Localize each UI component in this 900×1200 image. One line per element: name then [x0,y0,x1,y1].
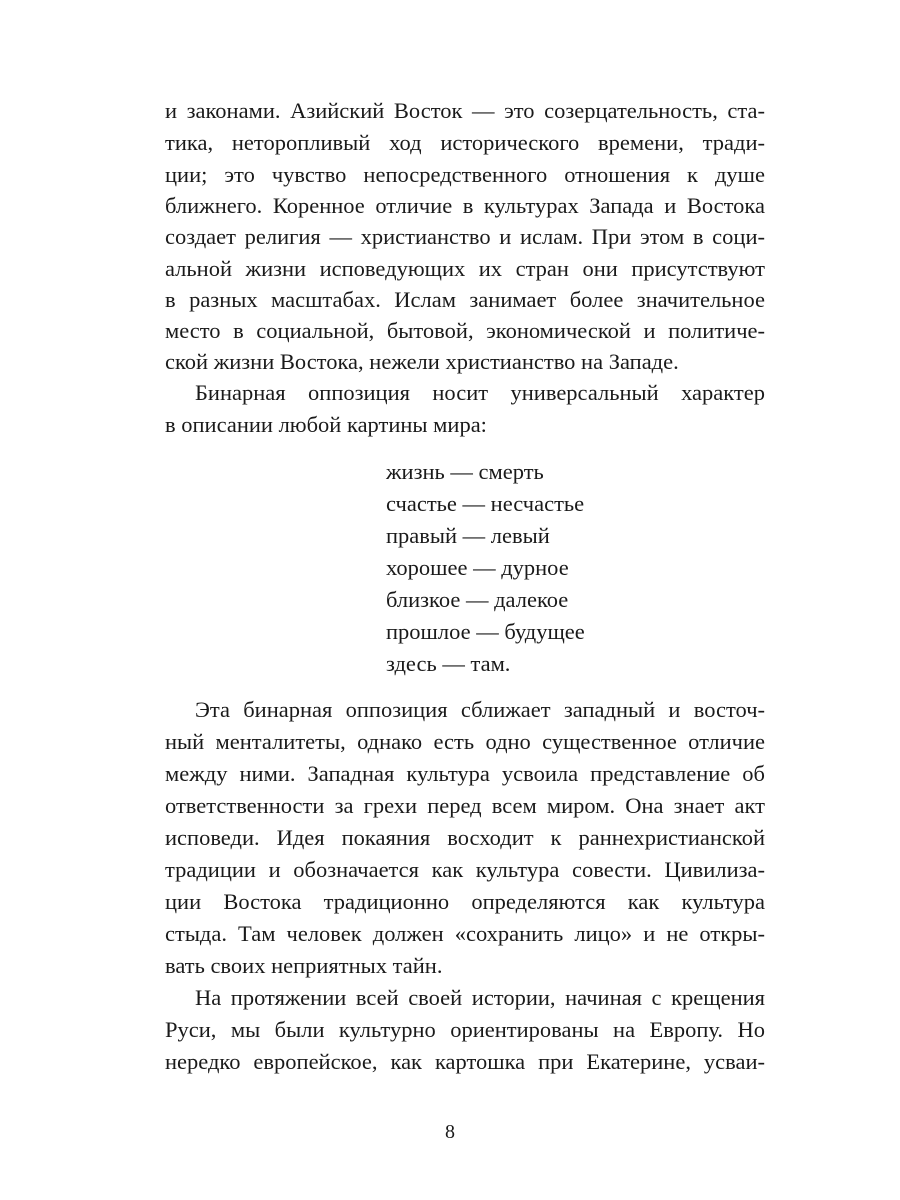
text-line: между ними. Западная культура усвоила представление об [165,761,765,786]
text-line: ответственности за грехи перед всем миром. Она знает акт [165,793,765,818]
page-number: 8 [445,1121,455,1143]
text-line: традиции и обозначается как культура совести. Цивилиза- [165,857,765,882]
list-item: близкое — далекое [386,587,569,612]
text-line: нередко европейское, как картошка при Екатерине, усваи- [165,1049,765,1074]
list-item: счастье — несчастье [386,491,585,516]
text-line: альной жизни исповедующих их стран они присутствуют [165,256,765,281]
text-line: ции; это чувство непосредственного отношения к душе [165,162,765,187]
text-line: На протяжении всей своей истории, начиная с крещения [195,985,765,1010]
text-line: и законами. Азийский Восток — это созерцательность, ста- [165,98,765,123]
text-line: создает религия — христианство и ислам. При этом в соци- [165,224,765,249]
text-line: Бинарная оппозиция носит универсальный характер [195,380,765,405]
list-item: хорошее — дурное [386,555,569,580]
text-line: исповеди. Идея покаяния восходит к раннехристианской [165,825,765,850]
text-line: Руси, мы были культурно ориентированы на Европу. Но [165,1017,765,1042]
text-line: Эта бинарная оппозиция сближает западный и восточ- [195,697,765,722]
text-line: вать своих неприятных тайн. [165,953,443,978]
text-line: ской жизни Востока, нежели христианство на Западе. [165,349,679,374]
text-line: ции Востока традиционно определяются как культура [165,889,765,914]
list-item: здесь — там. [386,651,511,676]
text-line: тика, неторопливый ход исторического времени, тради- [165,130,765,155]
list-item: правый — левый [386,523,550,548]
list-item: жизнь — смерть [386,459,544,484]
text-line: ближнего. Коренное отличие в культурах Запада и Востока [165,193,765,218]
text-line: место в социальной, бытовой, экономической и политиче- [165,318,765,343]
text-line: ный менталитеты, однако есть одно существенное отличие [165,729,765,754]
list-item: прошлое — будущее [386,619,585,644]
text-line: в описании любой картины мира: [165,412,487,437]
text-line: в разных масштабах. Ислам занимает более значительное [165,287,765,312]
text-line: стыда. Там человек должен «сохранить лицо» и не откры- [165,921,765,946]
